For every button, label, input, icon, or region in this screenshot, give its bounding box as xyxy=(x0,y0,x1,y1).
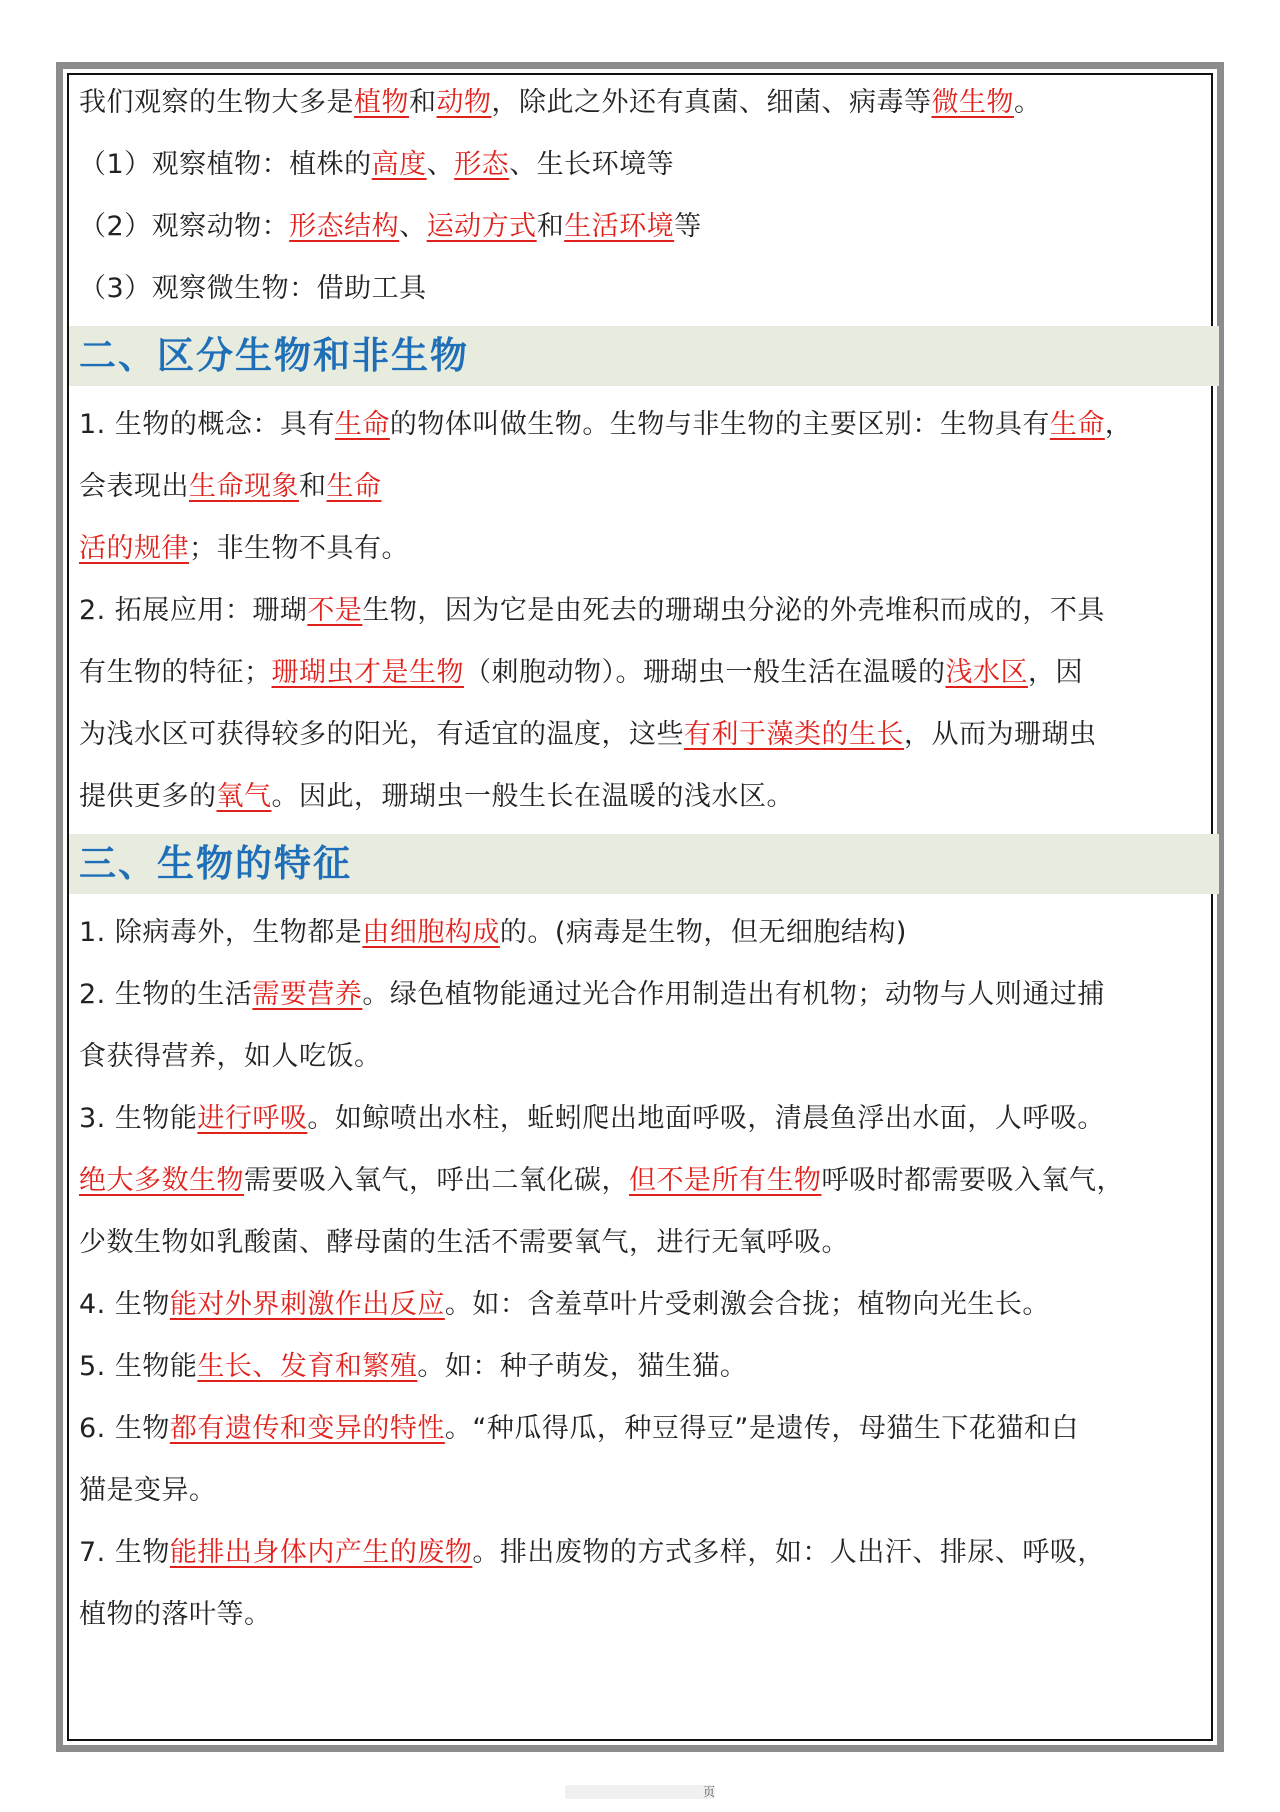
text: 、生长环境等 xyxy=(509,149,675,180)
s2-line-2 xyxy=(79,456,1209,518)
s3-line-3 xyxy=(79,1026,1209,1088)
s3-line-4 xyxy=(79,1088,1209,1150)
s3-line-2 xyxy=(79,964,1209,1026)
highlight-text: 珊瑚虫才是生物 xyxy=(271,657,464,688)
text: 。“种瓜得瓜，种豆得豆”是遗传，母猫生下花猫和白 xyxy=(444,1413,1079,1444)
text: 的物体叫做生物。生物与非生物的主要区别：生物具有 xyxy=(389,409,1050,440)
highlight-text: 高度 xyxy=(371,149,427,180)
s2-line-3 xyxy=(79,518,1209,580)
intro-item-microbes xyxy=(79,258,1209,320)
text: 。如：含羞草叶片受刺激会合拢；植物向光生长。 xyxy=(444,1289,1050,1320)
text: ，因 xyxy=(1028,657,1083,688)
highlight-text: 生命现象 xyxy=(189,471,299,502)
s3-line-7 xyxy=(79,1274,1209,1336)
text: （1）观察植物：植株的 xyxy=(79,149,372,180)
highlight-text: 植物 xyxy=(354,87,409,118)
text: 和 xyxy=(409,87,437,118)
text: 5. 生物能 xyxy=(79,1351,198,1382)
highlight-text: 但不是所有生物 xyxy=(629,1165,822,1196)
text: 1. 生物的概念：具有 xyxy=(79,409,335,440)
text: 食获得营养，如人吃饭。 xyxy=(79,1041,382,1072)
text: 会表现出 xyxy=(79,471,189,502)
highlight-text: 绝大多数生物 xyxy=(79,1165,244,1196)
text: 。 xyxy=(1014,87,1042,118)
highlight-text: 生活环境 xyxy=(564,211,675,242)
highlight-text: 氧气 xyxy=(216,781,272,812)
highlight-text: 生命 xyxy=(326,471,382,502)
s2-line-1 xyxy=(79,394,1209,456)
text: ， xyxy=(1104,409,1133,440)
highlight-text: 微生物 xyxy=(931,87,1014,118)
intro-item-animals xyxy=(79,196,1209,258)
text: 为浅水区可获得较多的阳光，有适宜的温度，这些 xyxy=(79,719,684,750)
highlight-text: 能对外界刺激作出反应 xyxy=(169,1289,445,1320)
text: 等 xyxy=(674,211,702,242)
highlight-text: 形态结构 xyxy=(289,211,400,242)
text: ，从而为珊瑚虫 xyxy=(904,719,1097,750)
text: ；非生物不具有。 xyxy=(189,533,409,564)
highlight-text: 由细胞构成 xyxy=(362,917,500,948)
text: 猫是变异。 xyxy=(79,1475,217,1506)
s2-line-6 xyxy=(79,704,1209,766)
text: 、 xyxy=(426,149,455,180)
highlight-text: 浅水区 xyxy=(945,657,1028,688)
s3-line-1 xyxy=(79,902,1209,964)
text: 生物，因为它是由死去的珊瑚虫分泌的外壳堆积而成的，不具 xyxy=(362,595,1105,626)
highlight-text: 运动方式 xyxy=(426,211,537,242)
highlight-text: 形态 xyxy=(454,149,510,180)
highlight-text: 活的规律 xyxy=(79,533,189,564)
text: 。排出废物的方式多样，如：人出汗、排尿、呼吸， xyxy=(472,1537,1105,1568)
text: （刺胞动物）。珊瑚虫一般生活在温暖的 xyxy=(464,657,946,688)
text: 。如鲸喷出水柱，蚯蚓爬出地面呼吸，清晨鱼浮出水面，人呼吸。 xyxy=(307,1103,1105,1134)
text: ，除此之外还有真菌、细菌、病毒等 xyxy=(491,87,932,118)
text: 呼吸时都需要吸入氧气， xyxy=(821,1165,1124,1196)
section-heading-2: 二、区分生物和非生物 xyxy=(69,326,1219,386)
text: （3）观察微生物：借助工具 xyxy=(79,273,427,304)
highlight-text: 有利于藻类的生长 xyxy=(684,719,904,750)
highlight-text: 需要营养 xyxy=(252,979,363,1010)
highlight-text: 进行呼吸 xyxy=(197,1103,308,1134)
s3-line-8 xyxy=(79,1336,1209,1398)
document-body xyxy=(79,72,1209,1646)
s3-line-5 xyxy=(79,1150,1209,1212)
text: 6. 生物 xyxy=(79,1413,170,1444)
text: 提供更多的 xyxy=(79,781,217,812)
text: 1. 除病毒外，生物都是 xyxy=(79,917,363,948)
highlight-text: 都有遗传和变异的特性 xyxy=(169,1413,445,1444)
text: 、 xyxy=(399,211,427,242)
highlight-text: 不是 xyxy=(307,595,363,626)
s3-line-6 xyxy=(79,1212,1209,1274)
highlight-text: 生命 xyxy=(1049,409,1105,440)
highlight-text: 能排出身体内产生的废物 xyxy=(169,1537,473,1568)
text: 有生物的特征； xyxy=(79,657,272,688)
text: （2）观察动物： xyxy=(79,211,290,242)
text: 的。(病毒是生物，但无细胞结构) xyxy=(499,917,907,948)
text: 4. 生物 xyxy=(79,1289,170,1320)
intro-item-plants xyxy=(79,134,1209,196)
text: 2. 拓展应用：珊瑚 xyxy=(79,595,308,626)
text: 。绿色植物能通过光合作用制造出有机物；动物与人则通过捕 xyxy=(362,979,1105,1010)
text: 7. 生物 xyxy=(79,1537,170,1568)
text: 3. 生物能 xyxy=(79,1103,198,1134)
section-heading-3: 三、生物的特征 xyxy=(69,834,1219,894)
text: 我们观察的生物大多是 xyxy=(79,87,354,118)
text: 需要吸入氧气，呼出二氧化碳， xyxy=(244,1165,629,1196)
s3-line-11 xyxy=(79,1522,1209,1584)
text: 和 xyxy=(299,471,327,502)
text: 2. 生物的生活 xyxy=(79,979,253,1010)
page-number-label: 页 xyxy=(565,1785,715,1799)
highlight-text: 动物 xyxy=(436,87,492,118)
text: 少数生物如乳酸菌、酵母菌的生活不需要氧气，进行无氧呼吸。 xyxy=(79,1227,849,1258)
s3-line-9 xyxy=(79,1398,1209,1460)
text: 。如：种子萌发，猫生猫。 xyxy=(417,1351,748,1382)
s3-line-12 xyxy=(79,1584,1209,1646)
s2-line-4 xyxy=(79,580,1209,642)
s3-line-10 xyxy=(79,1460,1209,1522)
s2-line-7 xyxy=(79,766,1209,828)
s2-line-5 xyxy=(79,642,1209,704)
highlight-text: 生长、发育和繁殖 xyxy=(197,1351,418,1382)
highlight-text: 生命 xyxy=(334,409,390,440)
text: 。因此，珊瑚虫一般生长在温暖的浅水区。 xyxy=(271,781,794,812)
intro-paragraph xyxy=(79,72,1209,134)
text: 和 xyxy=(536,211,565,242)
text: 植物的落叶等。 xyxy=(79,1599,272,1630)
